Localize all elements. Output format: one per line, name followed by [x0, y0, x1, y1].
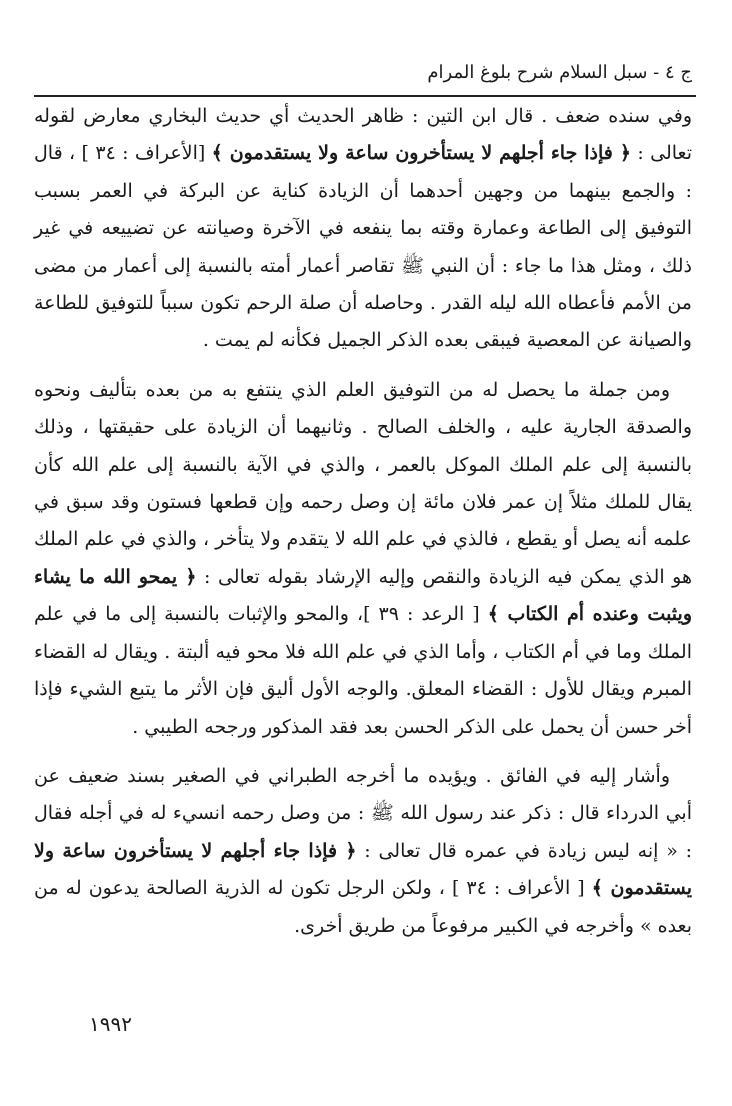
quran-verse-quote: ﴿ يمحو الله ما يشاء ويثبت وعنده أم الكتاب ﴾ — [34, 565, 693, 626]
paragraph-2-text-1: ومن جملة ما يحصل له من التوفيق العلم الذي ينتفع به من بعده بتأليف ونحوه والصدقة الجارية عليه ، والخلف الصالح . وثانيهما أن الزيادة على حقيقتها ، وذلك بالنسبة إلى علم الملك الموكل بالعمر ، والذي في الآية بالنسبة إلى علم الله كأن يقال للملك مثلاً إن عمر فلان مائة إن وصل رحمه وإن قطعها فستون وقد سبق في علمه أنه يصل أو يقطع ، فالذي في علم الله لا يتقدم ولا يتأخر ، والذي في علم الملك هو الذي يمكن فيه الزيادة والنقص وإليه الإرشاد بقوله تعالى : — [34, 378, 693, 588]
paragraph-1-text-1: وفي سنده ضعف . قال ابن التين : ظاهر الحديث أي حديث البخاري معارض لقوله تعالى : — [34, 105, 693, 165]
paragraph-2 — [34, 372, 692, 746]
quran-verse-quote: ﴿ فإذا جاء أجلهم لا يستأخرون ساعة ولا يستقدمون ﴾ — [211, 142, 631, 165]
paragraph-3-text-1: وأشار إليه في الفائق . ويؤيده ما أخرجه الطبراني في الصغير بسند ضعيف عن أبي الدرداء قال : ذكر عند رسول الله ﷺ : من وصل رحمه انسيء له في أجله فقال : « إنه ليس زيادة في عمره قال تعالى : — [34, 764, 692, 862]
paragraph-1-text-2: [الأعراف : ٣٤ ] ، قال : والجمع بينهما من وجهين أحدهما أن الزيادة كناية عن البركة في العمر بسبب التوفيق إلى الطاعة وعمارة وقته بما ينفعه في الآخرة وصيانته عن تضييعه في غير ذلك ، ومثل هذا ما جاء : أن النبي ﷺ تقاصر أعمار أمته بالنسبة إلى أعمار من مضى من الأمم فأعطاه الله ليله القدر . وحاصله أن صلة الرحم تكون سبباً للتوفيق للطاعة والصيانة عن المعصية فيبقى بعده الذكر الجميل فكأنه لم يمت . — [34, 142, 692, 352]
page-number: ١٩٩٢ — [89, 1012, 132, 1036]
paragraph-3 — [34, 758, 692, 945]
running-header: ج ٤ - سبل السلام شرح بلوغ المرام — [427, 62, 692, 83]
document-body — [34, 98, 692, 945]
quran-verse-quote: ﴿ فإذا جاء أجلهم لا يستأخرون ساعة ولا يستقدمون ﴾ — [34, 839, 693, 900]
paragraph-2-text-2: [ الرعد : ٣٩ ]، والمحو والإثبات بالنسبة إلى ما في علم الملك وما في أم الكتاب ، وأما الذي في علم الله فلا محو فيه ألبتة . ويقال له القضاء المبرم ويقال للأول : القضاء المعلق. والوجه الأول أليق فإن الأثر ما يتبع الشيء فإذا أخر حسن أن يحمل على الذكر الحسن بعد فقد المذكور ورجحه الطيبي . — [34, 603, 692, 738]
paragraph-1 — [34, 98, 692, 360]
header-rule — [34, 95, 696, 97]
paragraph-3-text-2: [ الأعراف : ٣٤ ] ، ولكن الرجل تكون له الذرية الصالحة يدعون له من بعده » وأخرجه في الكبير مرفوعاً من طريق أخرى. — [34, 877, 692, 937]
